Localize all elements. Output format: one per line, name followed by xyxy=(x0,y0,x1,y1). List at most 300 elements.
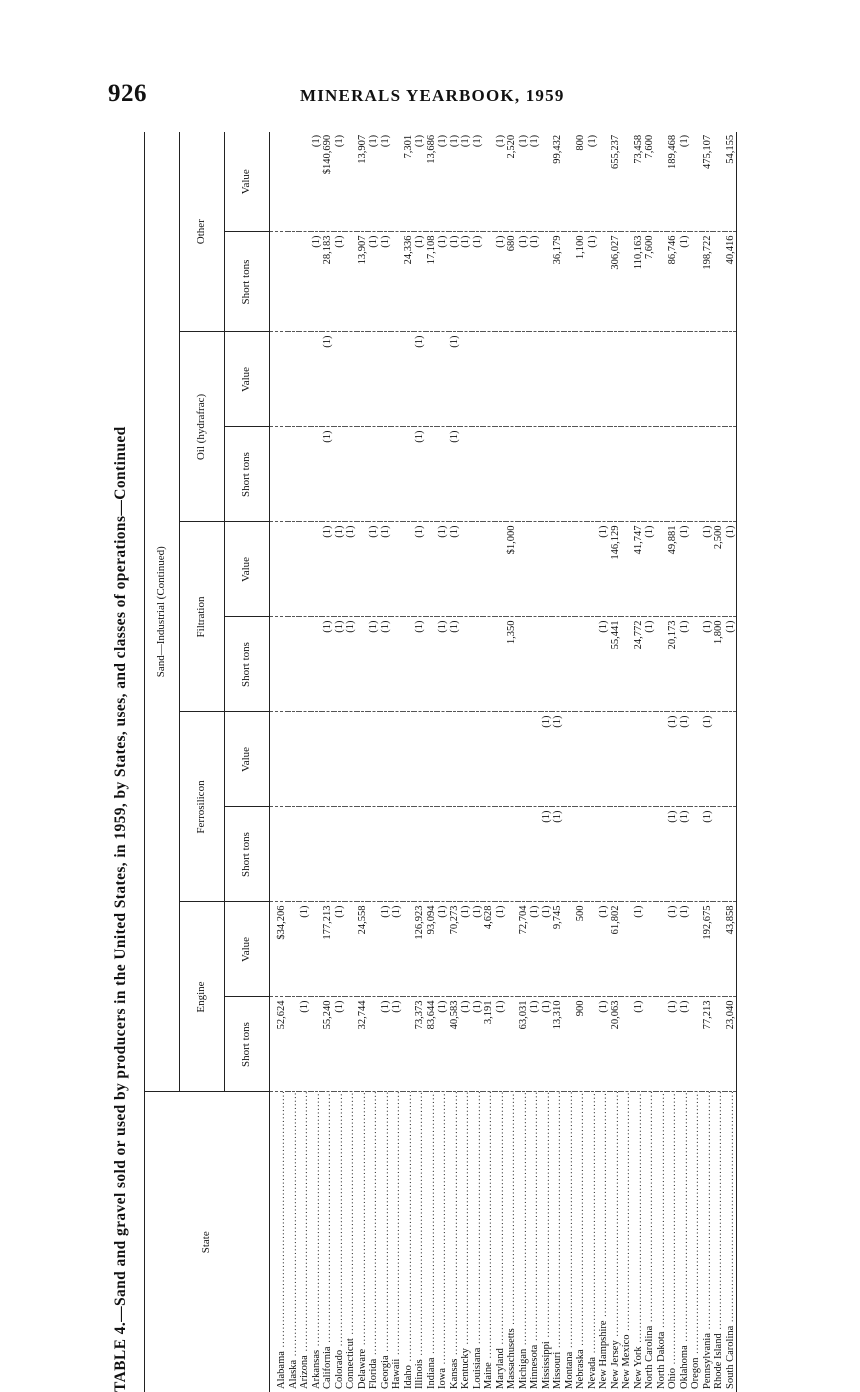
state-label: Montana ..... xyxy=(564,1092,575,1389)
cell-engine-value: (1) xyxy=(633,902,645,997)
cell-engine-value xyxy=(587,902,599,997)
table-row xyxy=(472,132,484,1392)
cell-filtration-short-tons: 24,772 xyxy=(633,617,645,712)
cell-filtration-short-tons xyxy=(483,617,495,712)
cell-filtration-value xyxy=(656,522,668,617)
cell-other-short-tons: (1) xyxy=(437,232,449,332)
subheader-short-tons: Short tons xyxy=(225,997,270,1092)
cell-engine-short-tons: (1) xyxy=(380,997,392,1092)
cell-oil-hydrafrac-value xyxy=(610,332,622,427)
cell-ferrosilicon-value xyxy=(506,712,518,807)
state-label: Maine ..... xyxy=(483,1092,494,1389)
cell-ferrosilicon-value xyxy=(357,712,369,807)
cell-filtration-value xyxy=(518,522,530,617)
cell-other-short-tons: 24,336 xyxy=(403,232,415,332)
cell-filtration-value xyxy=(564,522,576,617)
cell-engine-short-tons: (1) xyxy=(679,997,691,1092)
state-label: Missouri ..... xyxy=(552,1092,563,1389)
cell-filtration-short-tons xyxy=(460,617,472,712)
cell-filtration-value xyxy=(483,522,495,617)
cell-filtration-short-tons xyxy=(541,617,553,712)
cell-filtration-value: (1) xyxy=(334,522,346,617)
cell-engine-value: (1) xyxy=(472,902,484,997)
page-number: 926 xyxy=(108,80,147,107)
state-name xyxy=(334,1092,346,1392)
cell-filtration-value xyxy=(357,522,369,617)
cell-oil-hydrafrac-value xyxy=(529,332,541,427)
cell-oil-hydrafrac-short-tons xyxy=(380,427,392,522)
cell-engine-short-tons: 23,040 xyxy=(725,997,737,1092)
cell-filtration-short-tons xyxy=(552,617,564,712)
cell-engine-short-tons xyxy=(368,997,380,1092)
cell-other-short-tons: (1) xyxy=(449,232,461,332)
category-header-filtration: Filtration xyxy=(180,522,225,712)
cell-engine-short-tons xyxy=(311,997,323,1092)
cell-other-short-tons: (1) xyxy=(587,232,599,332)
cell-oil-hydrafrac-value xyxy=(368,332,380,427)
cell-other-value: (1) xyxy=(334,132,346,232)
state-label: Nebraska ..... xyxy=(575,1092,586,1389)
cell-other-value: 7,301 xyxy=(403,132,415,232)
table-row xyxy=(621,132,633,1392)
state-name xyxy=(713,1092,725,1392)
cell-ferrosilicon-value: (1) xyxy=(541,712,553,807)
cell-ferrosilicon-value xyxy=(322,712,334,807)
cell-ferrosilicon-short-tons xyxy=(644,807,656,902)
cell-other-value: 73,458 xyxy=(633,132,645,232)
state-name xyxy=(472,1092,484,1392)
cell-other-short-tons: 40,416 xyxy=(725,232,737,332)
cell-filtration-value: 146,129 xyxy=(610,522,622,617)
cell-ferrosilicon-short-tons xyxy=(357,807,369,902)
subheader-value: Value xyxy=(225,902,270,997)
cell-oil-hydrafrac-value: (1) xyxy=(414,332,426,427)
state-name xyxy=(437,1092,449,1392)
cell-oil-hydrafrac-short-tons xyxy=(299,427,311,522)
table-row xyxy=(679,132,691,1392)
cell-ferrosilicon-short-tons xyxy=(368,807,380,902)
state-label: Idaho ..... xyxy=(403,1092,414,1389)
cell-ferrosilicon-short-tons xyxy=(460,807,472,902)
cell-engine-value: 72,704 xyxy=(518,902,530,997)
cell-other-value: 54,155 xyxy=(725,132,737,232)
cell-oil-hydrafrac-value xyxy=(575,332,587,427)
cell-filtration-short-tons xyxy=(621,617,633,712)
cell-ferrosilicon-value xyxy=(288,712,300,807)
cell-other-short-tons: 198,722 xyxy=(702,232,714,332)
cell-other-value: (1) xyxy=(449,132,461,232)
cell-filtration-value xyxy=(541,522,553,617)
cell-other-short-tons: (1) xyxy=(518,232,530,332)
state-label: Rhode Island ..... xyxy=(713,1092,724,1389)
cell-oil-hydrafrac-value xyxy=(690,332,702,427)
cell-engine-value: 4,628 xyxy=(483,902,495,997)
cell-other-short-tons xyxy=(564,232,576,332)
cell-oil-hydrafrac-value xyxy=(403,332,415,427)
cell-filtration-short-tons xyxy=(656,617,668,712)
data-table xyxy=(144,132,737,1392)
cell-engine-short-tons xyxy=(288,997,300,1092)
cell-engine-short-tons: (1) xyxy=(541,997,553,1092)
cell-ferrosilicon-short-tons: (1) xyxy=(552,807,564,902)
table-body xyxy=(270,132,737,1392)
state-label: Minnesota ..... xyxy=(529,1092,540,1389)
table-row xyxy=(518,132,530,1392)
cell-ferrosilicon-value: (1) xyxy=(552,712,564,807)
cell-oil-hydrafrac-value xyxy=(426,332,438,427)
table-header xyxy=(145,132,270,1392)
cell-oil-hydrafrac-short-tons xyxy=(564,427,576,522)
cell-filtration-short-tons xyxy=(426,617,438,712)
state-label: Connecticut ..... xyxy=(345,1092,356,1389)
cell-ferrosilicon-short-tons xyxy=(587,807,599,902)
cell-oil-hydrafrac-short-tons xyxy=(713,427,725,522)
cell-ferrosilicon-short-tons xyxy=(472,807,484,902)
cell-ferrosilicon-short-tons xyxy=(725,807,737,902)
cell-engine-value: (1) xyxy=(460,902,472,997)
cell-oil-hydrafrac-value xyxy=(380,332,392,427)
state-name xyxy=(391,1092,403,1392)
cell-engine-short-tons xyxy=(403,997,415,1092)
state-label: Alaska ..... xyxy=(288,1092,299,1389)
cell-other-short-tons: (1) xyxy=(495,232,507,332)
state-name xyxy=(357,1092,369,1392)
cell-ferrosilicon-value xyxy=(270,712,288,807)
cell-other-value: 99,432 xyxy=(552,132,564,232)
cell-filtration-short-tons: 1,350 xyxy=(506,617,518,712)
table-row xyxy=(437,132,449,1392)
table-row xyxy=(368,132,380,1392)
cell-other-short-tons: 17,108 xyxy=(426,232,438,332)
cell-engine-value xyxy=(506,902,518,997)
cell-filtration-value xyxy=(552,522,564,617)
cell-engine-short-tons xyxy=(621,997,633,1092)
cell-oil-hydrafrac-value xyxy=(288,332,300,427)
cell-filtration-value xyxy=(460,522,472,617)
cell-ferrosilicon-value xyxy=(644,712,656,807)
cell-other-value xyxy=(541,132,553,232)
cell-ferrosilicon-value xyxy=(690,712,702,807)
cell-oil-hydrafrac-value xyxy=(311,332,323,427)
cell-filtration-value: $1,000 xyxy=(506,522,518,617)
cell-oil-hydrafrac-short-tons xyxy=(529,427,541,522)
cell-oil-hydrafrac-short-tons: (1) xyxy=(322,427,334,522)
cell-oil-hydrafrac-short-tons xyxy=(633,427,645,522)
cell-filtration-value xyxy=(690,522,702,617)
rotated-table-region xyxy=(112,132,792,1392)
cell-oil-hydrafrac-value: (1) xyxy=(322,332,334,427)
cell-other-short-tons xyxy=(391,232,403,332)
cell-filtration-short-tons xyxy=(288,617,300,712)
state-label: Louisiana ..... xyxy=(472,1092,483,1389)
state-name xyxy=(368,1092,380,1392)
table-row xyxy=(644,132,656,1392)
cell-engine-value xyxy=(403,902,415,997)
cell-filtration-value: (1) xyxy=(368,522,380,617)
state-name xyxy=(506,1092,518,1392)
cell-engine-short-tons xyxy=(345,997,357,1092)
cell-other-value xyxy=(345,132,357,232)
cell-engine-value: 43,858 xyxy=(725,902,737,997)
cell-oil-hydrafrac-short-tons xyxy=(483,427,495,522)
cell-filtration-short-tons: (1) xyxy=(449,617,461,712)
state-name xyxy=(380,1092,392,1392)
state-name xyxy=(598,1092,610,1392)
state-name xyxy=(564,1092,576,1392)
cell-filtration-value: 49,881 xyxy=(667,522,679,617)
table-row xyxy=(414,132,426,1392)
cell-filtration-short-tons: (1) xyxy=(598,617,610,712)
table-row xyxy=(270,132,288,1392)
cell-engine-short-tons: 77,213 xyxy=(702,997,714,1092)
state-name xyxy=(587,1092,599,1392)
state-label: Illinois ..... xyxy=(414,1092,425,1389)
cell-engine-value: (1) xyxy=(380,902,392,997)
state-label: Michigan ..... xyxy=(518,1092,529,1389)
cell-engine-value: 177,213 xyxy=(322,902,334,997)
cell-ferrosilicon-value xyxy=(460,712,472,807)
cell-other-value: (1) xyxy=(679,132,691,232)
cell-oil-hydrafrac-value xyxy=(633,332,645,427)
cell-engine-short-tons xyxy=(644,997,656,1092)
cell-other-short-tons: 36,179 xyxy=(552,232,564,332)
table-row xyxy=(610,132,622,1392)
cell-filtration-value: 41,747 xyxy=(633,522,645,617)
state-label: Delaware ..... xyxy=(357,1092,368,1389)
cell-filtration-short-tons xyxy=(311,617,323,712)
cell-ferrosilicon-value xyxy=(472,712,484,807)
state-name xyxy=(518,1092,530,1392)
cell-other-value xyxy=(564,132,576,232)
state-name xyxy=(345,1092,357,1392)
cell-oil-hydrafrac-value xyxy=(506,332,518,427)
table-row xyxy=(506,132,518,1392)
cell-engine-short-tons: 3,191 xyxy=(483,997,495,1092)
cell-filtration-value: (1) xyxy=(414,522,426,617)
cell-other-value xyxy=(656,132,668,232)
cell-engine-short-tons xyxy=(713,997,725,1092)
cell-other-value xyxy=(483,132,495,232)
cell-ferrosilicon-value xyxy=(414,712,426,807)
cell-ferrosilicon-short-tons xyxy=(322,807,334,902)
cell-engine-value: (1) xyxy=(529,902,541,997)
state-label: Nevada ..... xyxy=(587,1092,598,1389)
table-title: TABLE 4.—Sand and gravel sold or used by producers in the United States, in 1959, by States, uses, and classes of operations—Continued xyxy=(112,426,129,1392)
cell-engine-value xyxy=(345,902,357,997)
cell-filtration-value: (1) xyxy=(322,522,334,617)
cell-engine-short-tons: 13,310 xyxy=(552,997,564,1092)
cell-filtration-short-tons: 55,441 xyxy=(610,617,622,712)
category-header-other: Other xyxy=(180,132,225,332)
cell-oil-hydrafrac-value xyxy=(541,332,553,427)
cell-filtration-value: (1) xyxy=(380,522,392,617)
cell-engine-short-tons: (1) xyxy=(529,997,541,1092)
subheader-short-tons: Short tons xyxy=(225,807,270,902)
table-row xyxy=(311,132,323,1392)
cell-oil-hydrafrac-short-tons xyxy=(506,427,518,522)
cell-other-short-tons: (1) xyxy=(334,232,346,332)
cell-other-value: $140,690 xyxy=(322,132,334,232)
running-head: MINERALS YEARBOOK, 1959 xyxy=(300,86,565,105)
cell-other-short-tons: 680 xyxy=(506,232,518,332)
cell-other-short-tons xyxy=(299,232,311,332)
cell-other-short-tons xyxy=(483,232,495,332)
category-header-engine: Engine xyxy=(180,902,225,1092)
cell-ferrosilicon-short-tons xyxy=(288,807,300,902)
cell-ferrosilicon-value xyxy=(449,712,461,807)
subheader-value: Value xyxy=(225,132,270,232)
cell-oil-hydrafrac-value xyxy=(713,332,725,427)
cell-filtration-value: (1) xyxy=(437,522,449,617)
state-name xyxy=(633,1092,645,1392)
cell-oil-hydrafrac-short-tons xyxy=(495,427,507,522)
table-row xyxy=(656,132,668,1392)
cell-other-short-tons xyxy=(621,232,633,332)
cell-engine-short-tons: (1) xyxy=(472,997,484,1092)
cell-filtration-short-tons: 20,173 xyxy=(667,617,679,712)
state-name xyxy=(529,1092,541,1392)
cell-other-value: (1) xyxy=(518,132,530,232)
cell-other-value: (1) xyxy=(437,132,449,232)
cell-engine-short-tons xyxy=(656,997,668,1092)
cell-filtration-value xyxy=(621,522,633,617)
state-name xyxy=(449,1092,461,1392)
cell-filtration-value: (1) xyxy=(679,522,691,617)
cell-other-short-tons xyxy=(345,232,357,332)
cell-engine-value: (1) xyxy=(334,902,346,997)
state-label: New Hampshire ..... xyxy=(598,1092,609,1389)
state-label: Massachusetts ..... xyxy=(506,1092,517,1389)
cell-engine-short-tons: (1) xyxy=(667,997,679,1092)
cell-oil-hydrafrac-value xyxy=(270,332,288,427)
cell-ferrosilicon-value xyxy=(403,712,415,807)
cell-filtration-short-tons: (1) xyxy=(334,617,346,712)
cell-ferrosilicon-short-tons xyxy=(345,807,357,902)
cell-other-short-tons: 28,183 xyxy=(322,232,334,332)
cell-filtration-value xyxy=(529,522,541,617)
cell-engine-value: 126,923 xyxy=(414,902,426,997)
cell-ferrosilicon-short-tons xyxy=(564,807,576,902)
state-name xyxy=(541,1092,553,1392)
cell-engine-value xyxy=(621,902,633,997)
cell-ferrosilicon-value xyxy=(598,712,610,807)
cell-engine-value: (1) xyxy=(598,902,610,997)
cell-oil-hydrafrac-short-tons xyxy=(311,427,323,522)
cell-engine-value: (1) xyxy=(299,902,311,997)
cell-oil-hydrafrac-short-tons xyxy=(587,427,599,522)
cell-ferrosilicon-short-tons xyxy=(495,807,507,902)
table-row xyxy=(541,132,553,1392)
cell-ferrosilicon-short-tons xyxy=(334,807,346,902)
cell-ferrosilicon-value xyxy=(437,712,449,807)
cell-engine-short-tons xyxy=(564,997,576,1092)
cell-other-value xyxy=(713,132,725,232)
cell-other-short-tons xyxy=(541,232,553,332)
cell-filtration-short-tons xyxy=(564,617,576,712)
state-label: North Dakota ..... xyxy=(656,1092,667,1389)
cell-ferrosilicon-value xyxy=(391,712,403,807)
cell-other-value: 13,907 xyxy=(357,132,369,232)
cell-ferrosilicon-short-tons xyxy=(403,807,415,902)
table-row xyxy=(449,132,461,1392)
cell-ferrosilicon-value xyxy=(529,712,541,807)
state-name xyxy=(299,1092,311,1392)
cell-ferrosilicon-short-tons xyxy=(621,807,633,902)
cell-other-value: (1) xyxy=(529,132,541,232)
cell-other-value: 2,520 xyxy=(506,132,518,232)
cell-other-short-tons xyxy=(598,232,610,332)
state-name xyxy=(322,1092,334,1392)
state-label: Maryland ..... xyxy=(495,1092,506,1389)
cell-oil-hydrafrac-value xyxy=(437,332,449,427)
cell-filtration-short-tons: (1) xyxy=(322,617,334,712)
cell-ferrosilicon-short-tons xyxy=(414,807,426,902)
cell-engine-short-tons: 55,240 xyxy=(322,997,334,1092)
cell-filtration-value xyxy=(575,522,587,617)
cell-oil-hydrafrac-short-tons xyxy=(334,427,346,522)
cell-filtration-value xyxy=(472,522,484,617)
cell-oil-hydrafrac-value xyxy=(483,332,495,427)
cell-engine-short-tons: 32,744 xyxy=(357,997,369,1092)
cell-oil-hydrafrac-short-tons xyxy=(679,427,691,522)
cell-engine-value xyxy=(311,902,323,997)
cell-ferrosilicon-short-tons xyxy=(449,807,461,902)
cell-other-value: 475,107 xyxy=(702,132,714,232)
state-name xyxy=(288,1092,300,1392)
cell-other-short-tons xyxy=(713,232,725,332)
cell-ferrosilicon-value: (1) xyxy=(679,712,691,807)
cell-engine-short-tons: (1) xyxy=(460,997,472,1092)
cell-other-value: (1) xyxy=(460,132,472,232)
state-label: Kansas ..... xyxy=(449,1092,460,1389)
cell-other-short-tons: 1,100 xyxy=(575,232,587,332)
cell-engine-short-tons: 900 xyxy=(575,997,587,1092)
cell-oil-hydrafrac-short-tons xyxy=(357,427,369,522)
table-row xyxy=(483,132,495,1392)
state-label: Ohio ..... xyxy=(667,1092,678,1389)
cell-oil-hydrafrac-value xyxy=(495,332,507,427)
cell-oil-hydrafrac-short-tons xyxy=(552,427,564,522)
cell-ferrosilicon-short-tons: (1) xyxy=(679,807,691,902)
cell-other-short-tons: (1) xyxy=(368,232,380,332)
table-row xyxy=(587,132,599,1392)
cell-ferrosilicon-short-tons xyxy=(311,807,323,902)
cell-oil-hydrafrac-value xyxy=(345,332,357,427)
cell-filtration-short-tons: (1) xyxy=(414,617,426,712)
cell-engine-value: 61,802 xyxy=(610,902,622,997)
cell-oil-hydrafrac-short-tons xyxy=(426,427,438,522)
cell-oil-hydrafrac-short-tons xyxy=(472,427,484,522)
cell-ferrosilicon-value xyxy=(380,712,392,807)
cell-oil-hydrafrac-short-tons xyxy=(368,427,380,522)
state-label: Iowa ..... xyxy=(437,1092,448,1389)
table-row xyxy=(690,132,702,1392)
state-label: South Carolina ..... xyxy=(725,1092,736,1389)
cell-ferrosilicon-short-tons xyxy=(713,807,725,902)
cell-oil-hydrafrac-value xyxy=(552,332,564,427)
cell-engine-value: (1) xyxy=(679,902,691,997)
cell-oil-hydrafrac-value xyxy=(391,332,403,427)
table-row xyxy=(633,132,645,1392)
cell-oil-hydrafrac-short-tons xyxy=(702,427,714,522)
table-row xyxy=(575,132,587,1392)
cell-ferrosilicon-short-tons xyxy=(426,807,438,902)
cell-ferrosilicon-short-tons xyxy=(633,807,645,902)
cell-oil-hydrafrac-short-tons xyxy=(460,427,472,522)
cell-other-value xyxy=(621,132,633,232)
cell-other-short-tons: 110,163 xyxy=(633,232,645,332)
category-header-ferrosilicon: Ferrosilicon xyxy=(180,712,225,902)
